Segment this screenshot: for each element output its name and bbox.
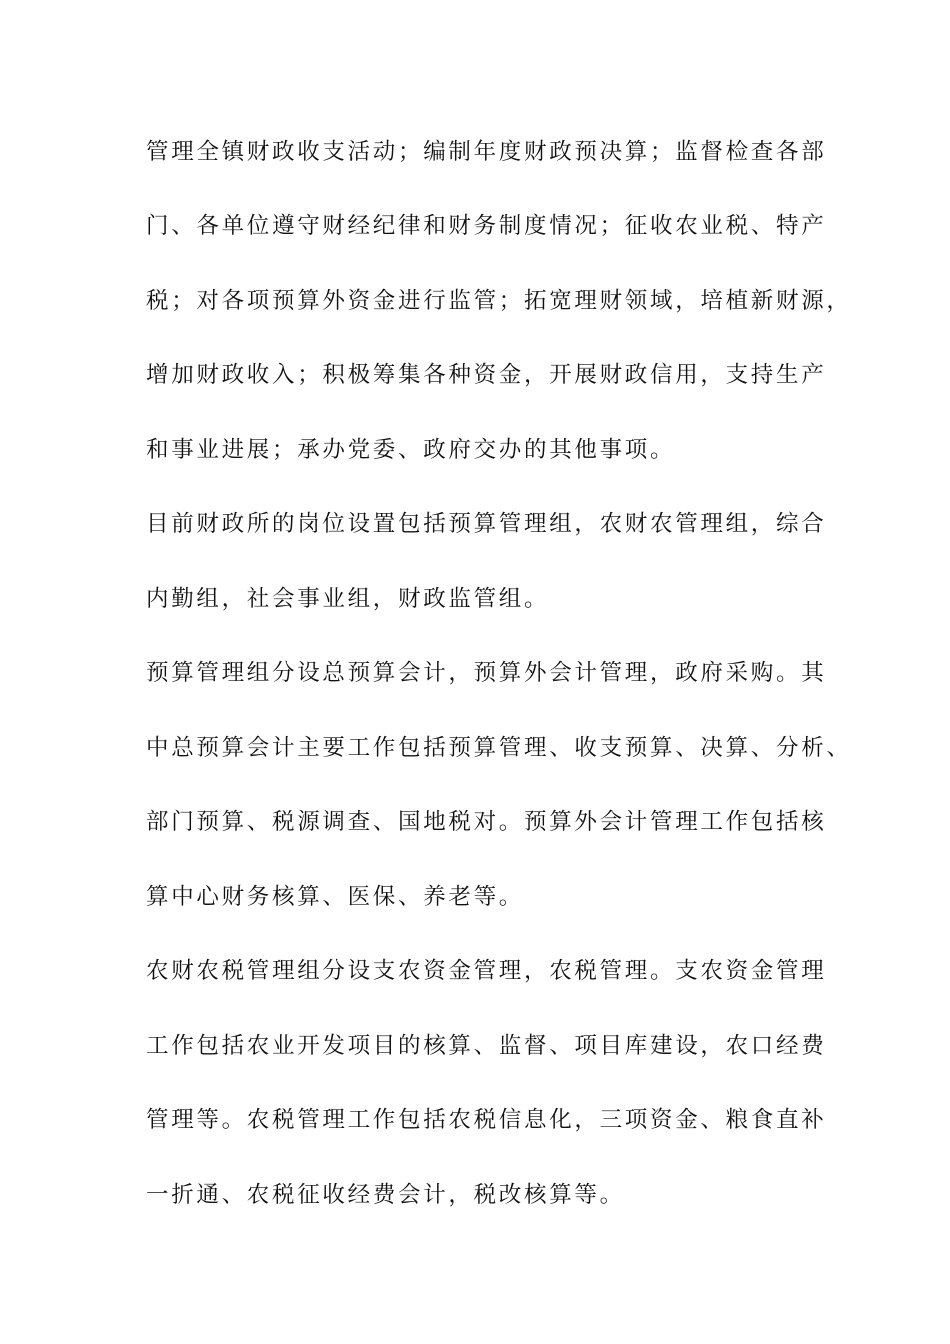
paragraph-3-line-4: 算中心财务核算、医保、养老等。 xyxy=(146,884,525,910)
paragraph-3-line-3: 部门预算、税源调查、国地税对。预算外会计管理工作包括核 xyxy=(146,809,827,835)
paragraph-1-line-4: 增加财政收入；积极筹集各种资金，开展财政信用，支持生产 xyxy=(146,362,827,388)
paragraph-1-line-3: 税；对各项预算外资金进行监管；拓宽理财领域，培植新财源， xyxy=(146,288,852,314)
paragraph-4-line-1: 农财农税管理组分设支农资金管理，农税管理。支农资金管理 xyxy=(146,958,827,984)
paragraph-3-line-2: 中总预算会计主要工作包括预算管理、收支预算、决算、分析、 xyxy=(146,735,852,761)
paragraph-1-line-1: 管理全镇财政收支活动；编制年度财政预决算；监督检查各部 xyxy=(146,139,827,165)
paragraph-1-line-5: 和事业进展；承办党委、政府交办的其他事项。 xyxy=(146,437,676,463)
paragraph-4-line-4: 一折通、农税征收经费会计，税改核算等。 xyxy=(146,1182,625,1208)
paragraph-1-line-2: 门、各单位遵守财经纪律和财务制度情况；征收农业税、特产 xyxy=(146,213,827,239)
paragraph-4-line-3: 管理等。农税管理工作包括农税信息化，三项资金、粮食直补 xyxy=(146,1107,827,1133)
paragraph-2-line-1: 目前财政所的岗位设置包括预算管理组，农财农管理组，综合 xyxy=(146,511,827,537)
paragraph-3-line-1: 预算管理组分设总预算会计，预算外会计管理，政府采购。其 xyxy=(146,660,827,686)
paragraph-4-line-2: 工作包括农业开发项目的核算、监督、项目库建设，农口经费 xyxy=(146,1033,827,1059)
paragraph-2-line-2: 内勤组，社会事业组，财政监管组。 xyxy=(146,586,550,612)
